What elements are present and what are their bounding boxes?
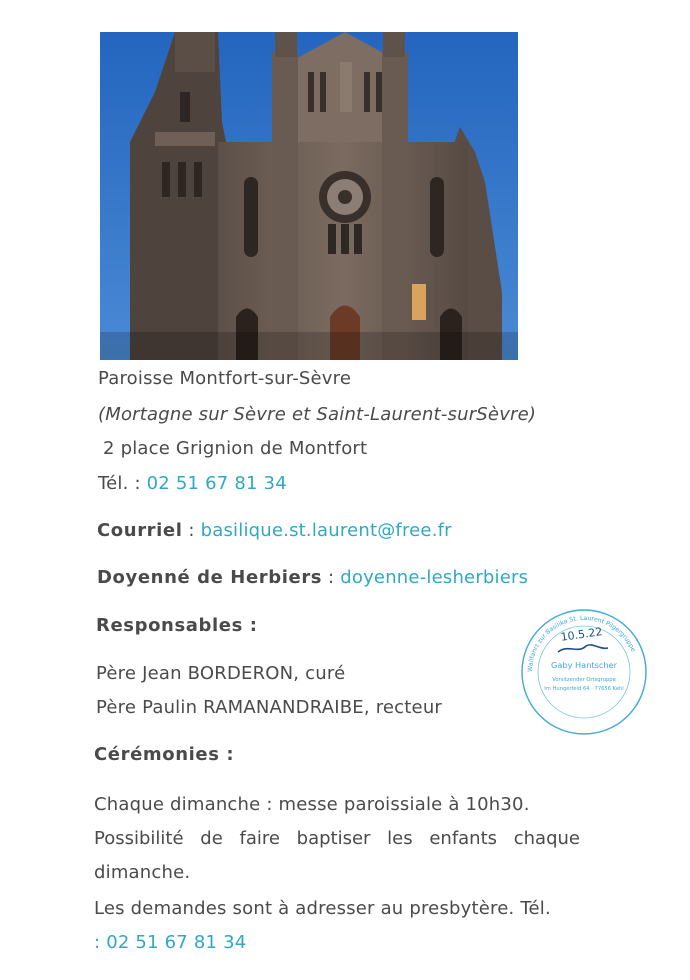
ceremonies-phone-prefix: : (94, 932, 107, 953)
stamp-ring-text: Wallfahrt zur Basilika St. Laurent Pilgergruppe (526, 614, 637, 673)
deanery-separator: : (322, 567, 341, 588)
parish-name: Paroisse Montfort-sur-Sèvre (98, 368, 352, 389)
stamp-date: 10.5.22 (559, 625, 604, 644)
parish-address: 2 place Grignion de Montfort (103, 438, 368, 459)
stamp-name: Gaby Hantscher (551, 660, 617, 670)
email-label: Courriel (97, 520, 183, 541)
parish-phone-link[interactable]: 02 51 67 81 34 (146, 473, 287, 494)
phone-label: Tél. : (98, 473, 147, 494)
deanery-link[interactable]: doyenne-lesherbiers (340, 567, 529, 588)
email-line (97, 520, 452, 541)
responsable-1: Père Jean BORDERON, curé (96, 663, 346, 684)
ceremonies-line-4: Les demandes sont à adresser au presbytère. Tél. (94, 898, 551, 919)
ceremonies-phone-line (94, 932, 246, 953)
responsable-2: Père Paulin RAMANANDRAIBE, recteur (96, 697, 443, 718)
ceremonies-heading: Cérémonies : (94, 744, 235, 765)
deanery-line (97, 567, 528, 588)
parish-phone-line (98, 473, 287, 494)
ceremonies-line-3: dimanche. (94, 862, 191, 883)
church-photo (100, 32, 518, 360)
email-link[interactable]: basilique.st.laurent@free.fr (200, 520, 452, 541)
stamp-sub-2: Im Hungerfeld 64 · 77656 Kehl (544, 686, 624, 692)
ceremonies-line-1: Chaque dimanche : messe paroissiale à 10h30. (94, 794, 530, 815)
deanery-label: Doyenné de Herbiers (97, 567, 323, 588)
signature-scribble (558, 645, 608, 652)
ceremonies-line-2: Possibilité de faire baptiser les enfants chaque (94, 828, 580, 849)
parish-communes: (Mortagne sur Sèvre et Saint-Laurent-surSèvre) (98, 404, 537, 425)
email-separator: : (182, 520, 201, 541)
ceremonies-phone-link[interactable]: 02 51 67 81 34 (106, 932, 247, 953)
association-stamp (520, 608, 648, 736)
stamp-sub-1: Vorsitzender Ortsgruppe (552, 677, 616, 683)
responsables-heading: Responsables : (96, 615, 258, 636)
